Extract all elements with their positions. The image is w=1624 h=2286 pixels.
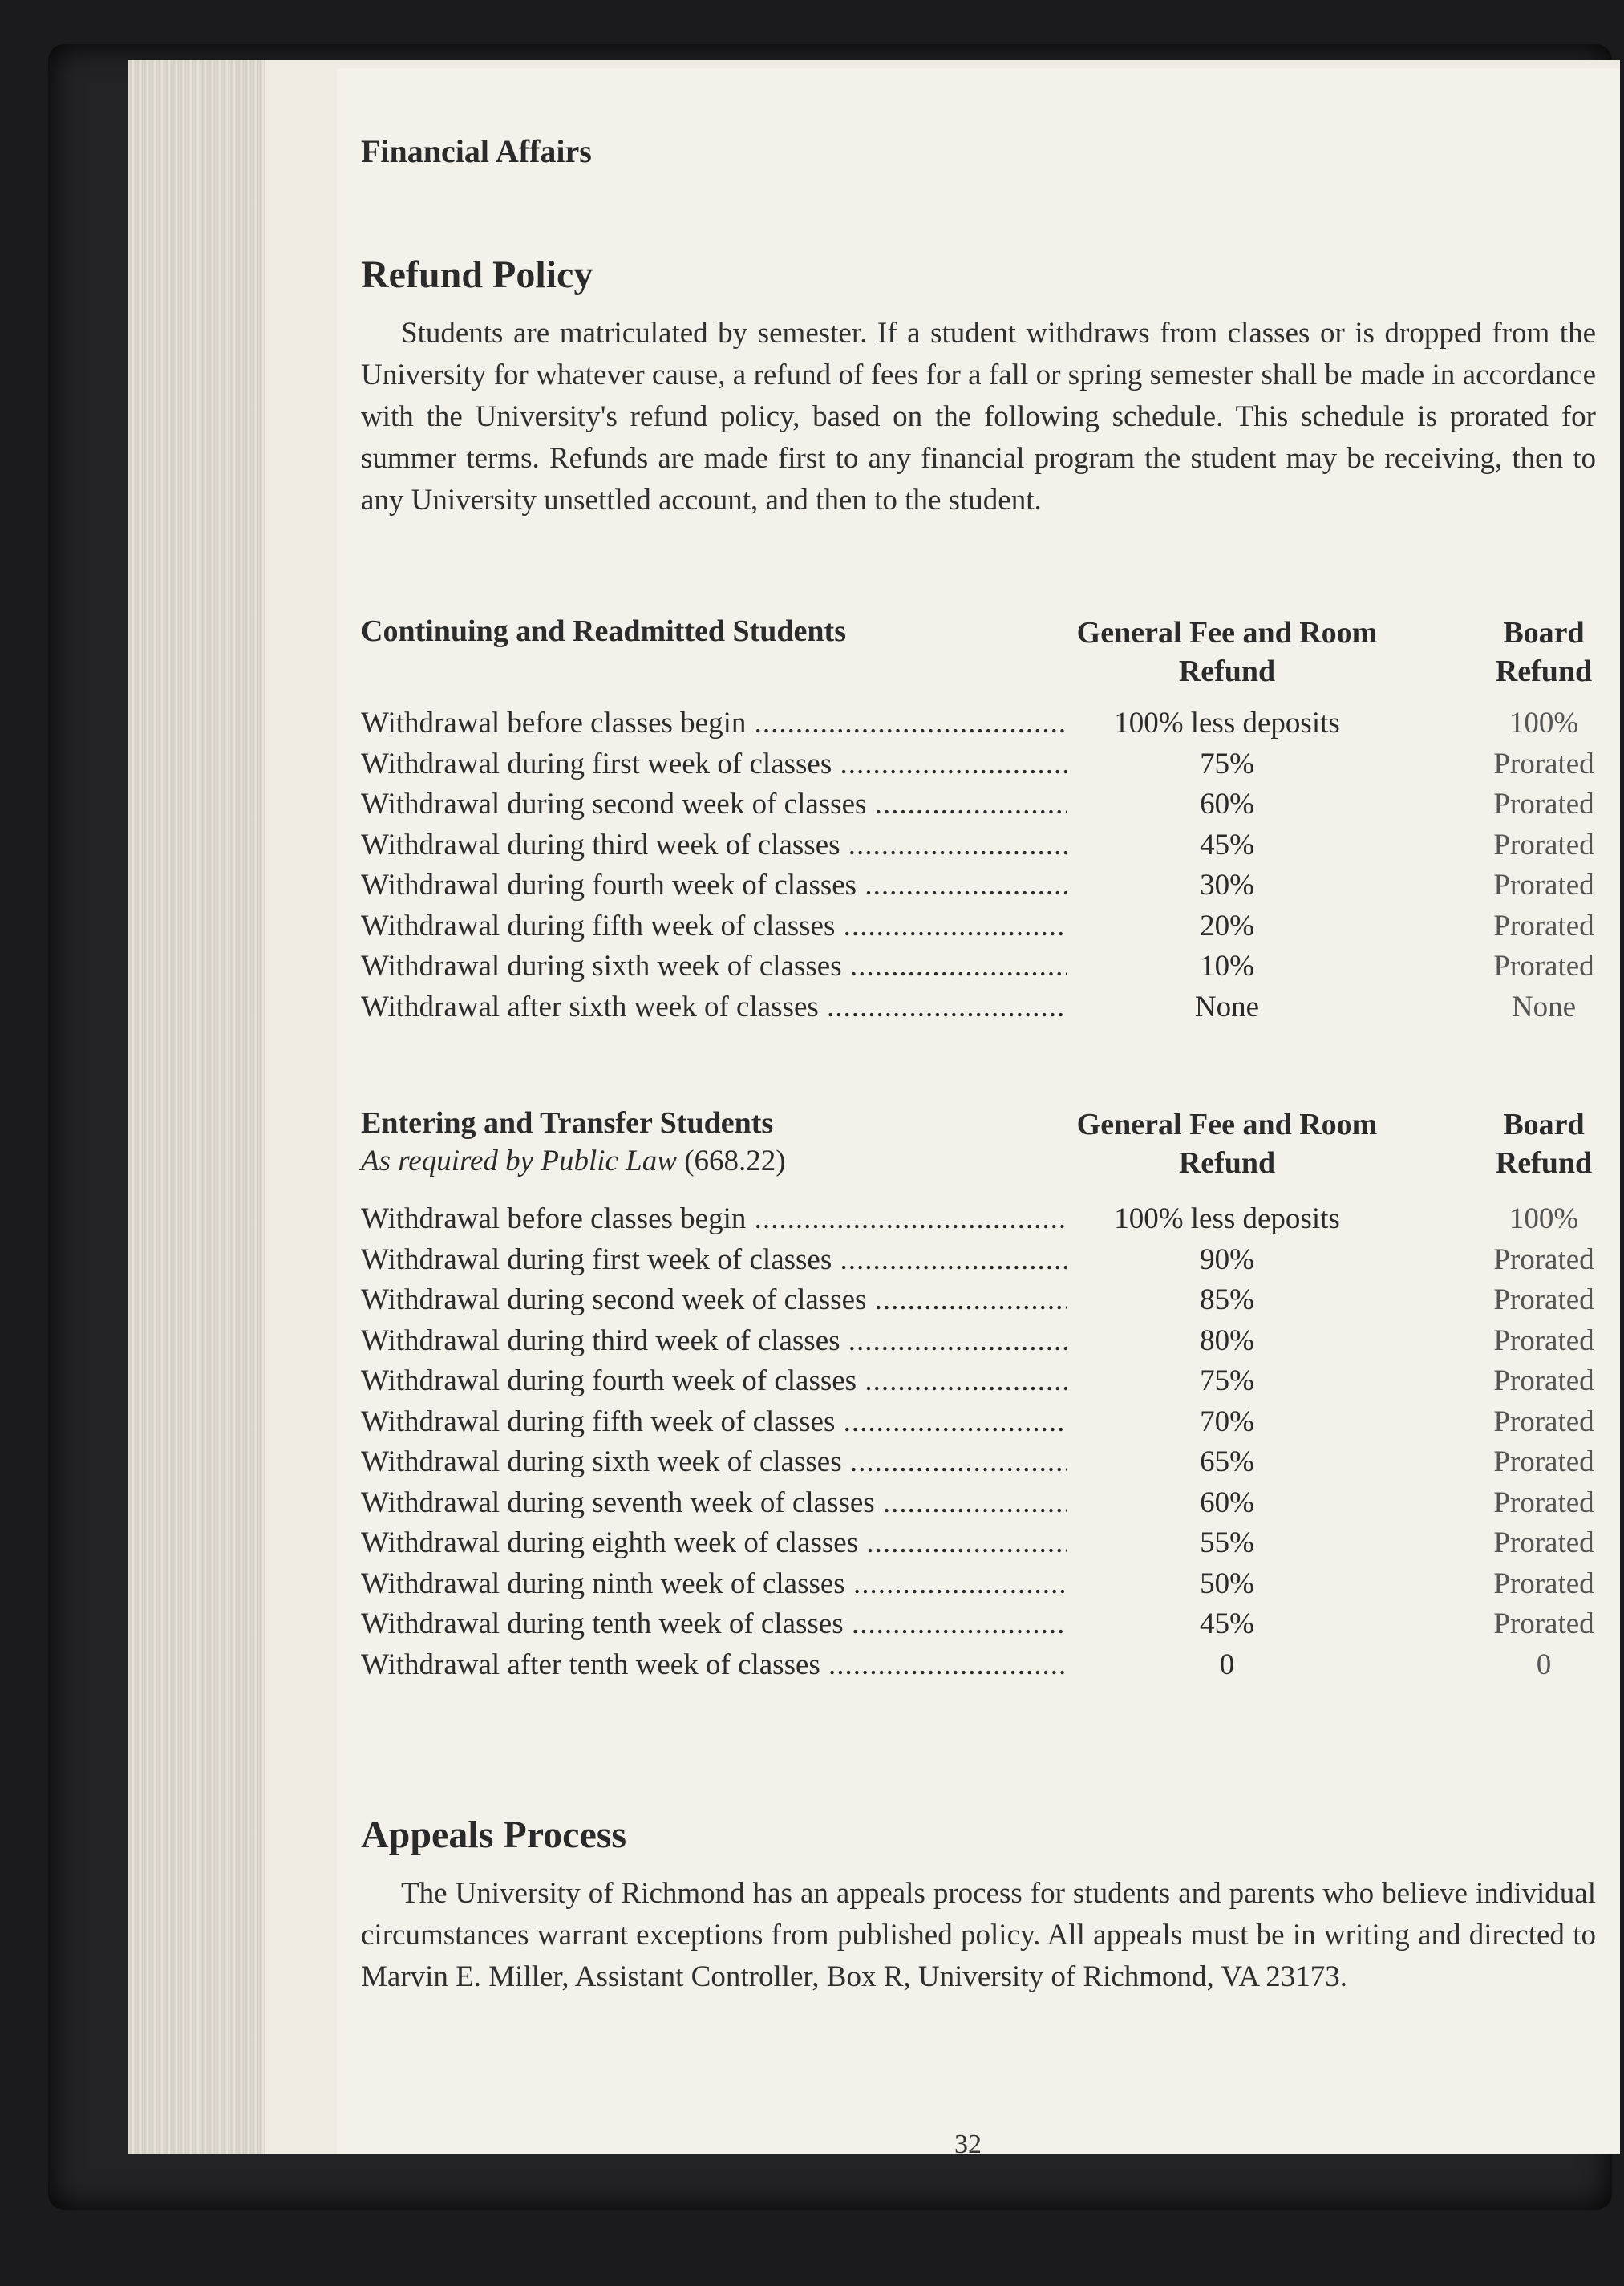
table-row — [361, 784, 1612, 825]
row-label: Withdrawal during first week of classes ..... — [361, 744, 1067, 784]
row-fee-refund: 80% — [1200, 1323, 1254, 1357]
row-board-refund: 100% — [1509, 707, 1579, 740]
row-board-refund: Prorated — [1493, 747, 1594, 780]
continuing-heading: Continuing and Readmitted Students — [361, 614, 846, 648]
row-fee-refund: 10% — [1200, 950, 1254, 983]
row-label: Withdrawal during first week of classes ..... — [361, 1240, 1067, 1280]
table-row — [361, 1240, 1612, 1281]
continuing-col-board: Board Refund — [1495, 616, 1593, 688]
row-label: Withdrawal after tenth week of classes ..... — [361, 1645, 1067, 1685]
row-fee-refund: 70% — [1200, 1404, 1254, 1438]
row-fee-refund: None — [1194, 990, 1260, 1023]
table-row — [361, 825, 1612, 866]
row-fee-refund: 45% — [1200, 828, 1254, 861]
row-board-refund: Prorated — [1493, 1283, 1594, 1316]
row-board-refund: Prorated — [1493, 1364, 1594, 1397]
row-board-refund: Prorated — [1493, 1526, 1594, 1559]
row-label: Withdrawal during ninth week of classes ..... — [361, 1564, 1067, 1604]
row-fee-refund: 100% less deposits — [1114, 1202, 1340, 1235]
row-fee-refund: 60% — [1200, 788, 1254, 821]
row-board-refund: Prorated — [1493, 1242, 1594, 1276]
row-fee-refund: 50% — [1200, 1567, 1254, 1600]
row-fee-refund: 45% — [1200, 1607, 1254, 1640]
table-row — [361, 906, 1612, 947]
table-row — [361, 946, 1612, 987]
table-row — [361, 1280, 1612, 1321]
row-board-refund: Prorated — [1493, 828, 1594, 861]
entering-col-board: Board Refund — [1495, 1108, 1593, 1180]
row-label: Withdrawal during second week of classes ..... — [361, 784, 1067, 825]
table-row — [361, 1604, 1612, 1645]
row-label: Withdrawal during sixth week of classes ..... — [361, 1442, 1067, 1482]
table-row — [361, 1402, 1612, 1443]
row-fee-refund: 20% — [1200, 909, 1254, 942]
row-fee-refund: 100% less deposits — [1114, 707, 1340, 740]
row-board-refund: Prorated — [1493, 869, 1594, 902]
row-label: Withdrawal during fifth week of classes ..... — [361, 906, 1067, 946]
row-board-refund: Prorated — [1493, 1567, 1594, 1600]
row-label: Withdrawal before classes begin ..... — [361, 1199, 1067, 1239]
row-label: Withdrawal during fourth week of classes ..... — [361, 865, 1067, 906]
table-row — [361, 1564, 1612, 1605]
table-row — [361, 1645, 1612, 1686]
document-page — [337, 68, 1620, 2159]
row-fee-refund: 75% — [1200, 747, 1254, 780]
row-board-refund: Prorated — [1493, 909, 1594, 942]
entering-subheading-ref: (668.22) — [684, 1145, 786, 1177]
row-fee-refund: 75% — [1200, 1364, 1254, 1397]
refund-policy-title: Refund Policy — [361, 253, 593, 296]
row-label: Withdrawal during fourth week of classes ..... — [361, 1361, 1067, 1401]
appeals-title: Appeals Process — [361, 1814, 627, 1856]
row-board-refund: 100% — [1509, 1202, 1579, 1235]
table-row — [361, 865, 1612, 906]
row-fee-refund: 85% — [1200, 1283, 1254, 1316]
row-label: Withdrawal before classes begin ..... — [361, 703, 1067, 744]
table-row — [361, 703, 1612, 744]
entering-heading: Entering and Transfer Students — [361, 1106, 774, 1140]
row-fee-refund: 55% — [1200, 1526, 1254, 1559]
continuing-table-header — [361, 614, 1612, 694]
refund-policy-intro: Students are matriculated by semester. If a student withdraws from classes or is dropped from the University for whatever cause, a refund of fees for a fall or spring semester shall be made in accordance with the University's refund policy, based on the following schedule. This schedule is prorated for summer terms. Refunds are made first to any financial program the student may be receiving, then to any University unsettled account, and then to the student. — [361, 317, 1596, 517]
row-label: Withdrawal during tenth week of classes ..... — [361, 1604, 1067, 1644]
row-board-refund: Prorated — [1493, 1445, 1594, 1478]
row-fee-refund: 60% — [1200, 1485, 1254, 1519]
row-label: Withdrawal during second week of classes ..... — [361, 1280, 1067, 1320]
table-row — [361, 1361, 1612, 1402]
entering-table-header — [361, 1105, 1612, 1186]
row-fee-refund: 30% — [1200, 869, 1254, 902]
table-row — [361, 1321, 1612, 1362]
table-row — [361, 1523, 1612, 1564]
row-label: Withdrawal after sixth week of classes ..... — [361, 987, 1067, 1027]
entering-subheading — [361, 1144, 786, 1178]
row-board-refund: Prorated — [1493, 950, 1594, 983]
table-row — [361, 1442, 1612, 1483]
row-board-refund: Prorated — [1493, 788, 1594, 821]
row-label: Withdrawal during eighth week of classes ..... — [361, 1523, 1067, 1563]
row-board-refund: 0 — [1536, 1648, 1552, 1681]
table-row — [361, 987, 1612, 1028]
running-head: Financial Affairs — [361, 133, 592, 169]
page-number: 32 — [954, 2130, 982, 2159]
row-label: Withdrawal during seventh week of classes ..... — [361, 1483, 1067, 1523]
entering-table — [361, 1199, 1612, 1685]
table-row — [361, 1483, 1612, 1524]
entering-subheading-text: As required by Public Law — [361, 1145, 677, 1177]
row-board-refund: None — [1511, 990, 1577, 1023]
table-row — [361, 744, 1612, 785]
table-row — [361, 1199, 1612, 1240]
row-board-refund: Prorated — [1493, 1607, 1594, 1640]
appeals-text: The University of Richmond has an appeals process for students and parents who believe individual circumstances warrant exceptions from published policy. All appeals must be in writing and directed to Marvin E. Miller, Assistant Controller, Box R, University of Richmond, VA 23173. — [361, 1877, 1596, 1993]
row-board-refund: Prorated — [1493, 1323, 1594, 1357]
continuing-table — [361, 703, 1612, 1027]
row-board-refund: Prorated — [1493, 1485, 1594, 1519]
row-label: Withdrawal during third week of classes ..... — [361, 1321, 1067, 1361]
row-label: Withdrawal during fifth week of classes ..... — [361, 1402, 1067, 1442]
row-board-refund: Prorated — [1493, 1404, 1594, 1438]
row-fee-refund: 65% — [1200, 1445, 1254, 1478]
entering-col-fee: General Fee and Room Refund — [1076, 1108, 1378, 1180]
row-label: Withdrawal during sixth week of classes ..... — [361, 946, 1067, 987]
row-fee-refund: 90% — [1200, 1242, 1254, 1276]
row-label: Withdrawal during third week of classes ..... — [361, 825, 1067, 865]
row-fee-refund: 0 — [1219, 1648, 1235, 1681]
continuing-col-fee: General Fee and Room Refund — [1076, 616, 1378, 688]
